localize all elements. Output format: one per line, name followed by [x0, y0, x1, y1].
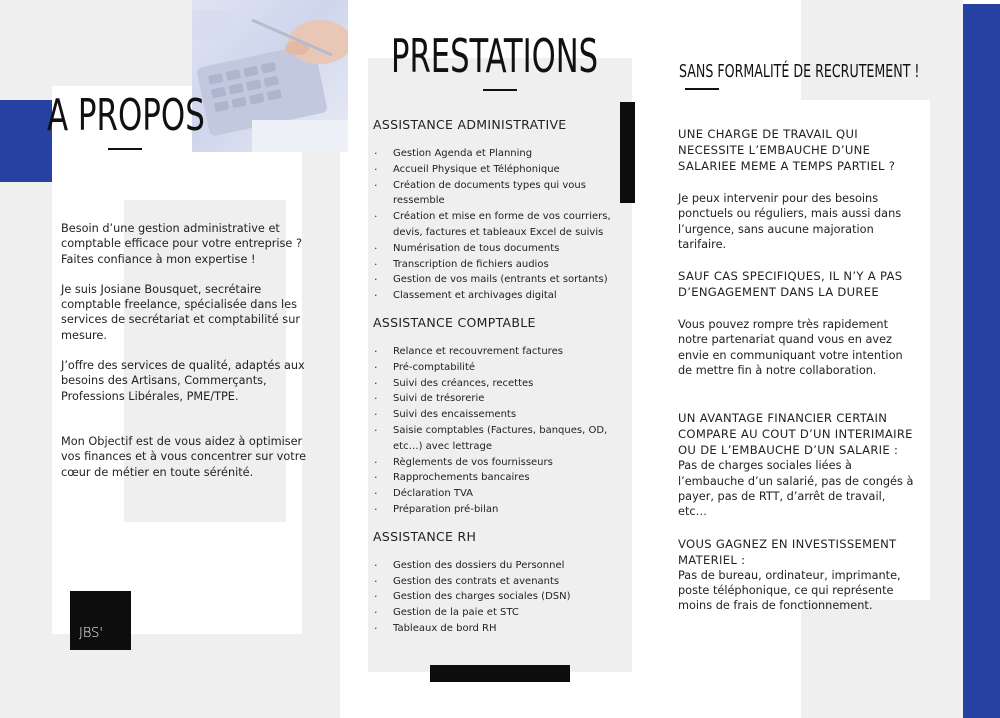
about-text-block	[61, 221, 317, 480]
left-blue-accent	[0, 100, 52, 182]
section-heading-comptable: ASSISTANCE COMPTABLE	[373, 314, 536, 330]
about-title: A PROPOS	[47, 90, 205, 141]
services-vertical-bar	[620, 102, 635, 203]
list-item: · Suivi de trésorerie	[373, 391, 613, 407]
list-item: · Création de documents types qui vous ressemble	[373, 178, 613, 210]
right-blue-edge	[963, 4, 1000, 718]
list-item: · Numérisation de tous documents	[373, 241, 613, 257]
block-text: Vous pouvez rompre très rapidement notre partenariat quand vous en avez envie en communiquant votre intention de mettre fin à notre collaboration.	[678, 318, 903, 378]
block-text: Je peux intervenir pour des besoins ponctuels ou réguliers, mais aussi dans l’urgence, sans aucune majoration tarifaire.	[678, 192, 902, 251]
no-formality-title: SANS FORMALITÉ DE RECRUTEMENT !	[679, 61, 920, 82]
about-paragraph-1: Besoin d’une gestion administrative et comptable efficace pour votre entreprise ? Faites confiance à mon expertise !	[61, 222, 302, 266]
services-title-underline	[483, 89, 517, 91]
list-item: · Pré-comptabilité	[373, 360, 613, 376]
list-item: · Classement et archivages digital	[373, 288, 613, 304]
list-item: · Règlements de vos fournisseurs	[373, 455, 613, 471]
about-paragraph-2: Je suis Josiane Bousquet, secrétaire comptable freelance, spécialisée dans les services de secrétariat et comptabilité sur mesure.	[61, 282, 300, 342]
list-item: · Déclaration TVA	[373, 486, 613, 502]
list-item: · Gestion des contrats et avenants	[373, 574, 613, 590]
list-item: · Accueil Physique et Téléphonique	[373, 162, 613, 178]
rh-list	[373, 558, 613, 637]
list-item: · Gestion de vos mails (entrants et sortants)	[373, 272, 613, 288]
services-bottom-bar	[430, 665, 570, 682]
list-item: · Gestion des dossiers du Personnel	[373, 558, 613, 574]
block-text: Pas de charges sociales liées à l’embauche d’un salarié, pas de congés à payer, pas de RTT, d’arrêt de travail, etc…	[678, 459, 914, 519]
about-paragraph-3: J’offre des services de qualité, adaptés aux besoins des Artisans, Commerçants, Professions Libérales, PME/TPE.	[61, 359, 305, 403]
block-heading: VOUS GAGNEZ EN INVESTISSEMENT MATERIEL :	[678, 536, 897, 567]
calculator-hand-illustration-icon	[192, 0, 348, 152]
calculator-photo	[192, 0, 348, 152]
section-heading-administrative: ASSISTANCE ADMINISTRATIVE	[373, 117, 567, 132]
list-item: · Création et mise en forme de vos courriers, devis, factures et tableaux Excel de suivis	[373, 209, 613, 241]
about-title-underline	[108, 148, 142, 150]
services-content	[373, 117, 613, 637]
list-item: · Gestion de la paie et STC	[373, 605, 613, 621]
no-formality-underline	[685, 88, 719, 90]
block-heading: UN AVANTAGE FINANCIER CERTAIN COMPARE AU COUT D’UN INTERIMAIRE OU DE L’EMBAUCHE D’UN SALARIE :	[678, 411, 913, 458]
logo-box	[70, 591, 131, 650]
logo-text: JBS'	[79, 626, 103, 641]
list-item: · Tableaux de bord RH	[373, 621, 613, 637]
list-item: · Suivi des encaissements	[373, 407, 613, 423]
list-item: · Transcription de fichiers audios	[373, 257, 613, 273]
block-heading: SAUF CAS SPECIFIQUES, IL N’Y A PAS D’ENGAGEMENT DANS LA DUREE	[678, 269, 903, 300]
administrative-list	[373, 146, 613, 304]
list-item: · Suivi des créances, recettes	[373, 376, 613, 392]
list-item: · Rapprochements bancaires	[373, 470, 613, 486]
section-heading-rh: ASSISTANCE RH	[373, 528, 477, 544]
list-item: · Saisie comptables (Factures, banques, OD, etc…) avec lettrage	[373, 423, 613, 455]
about-paragraph-4: Mon Objectif est de vous aidez à optimiser vos finances et à vous concentrer sur votre cœur de métier en toute sérénité.	[61, 434, 307, 479]
list-item: · Gestion des charges sociales (DSN)	[373, 589, 613, 605]
list-item: · Préparation pré-bilan	[373, 502, 613, 518]
list-item: · Gestion Agenda et Planning	[373, 146, 613, 162]
comptable-list	[373, 344, 613, 518]
services-title: PRESTATIONS	[391, 29, 599, 83]
block-heading: UNE CHARGE DE TRAVAIL QUI NECESSITE L’EMBAUCHE D’UNE SALARIEE MEME A TEMPS PARTIEL ?	[678, 127, 896, 173]
block-text: Pas de bureau, ordinateur, imprimante, poste téléphonique, ce qui représente moins de frais de fonctionnement.	[678, 568, 901, 613]
list-item: · Relance et recouvrement factures	[373, 344, 613, 360]
no-formality-content	[678, 126, 914, 613]
